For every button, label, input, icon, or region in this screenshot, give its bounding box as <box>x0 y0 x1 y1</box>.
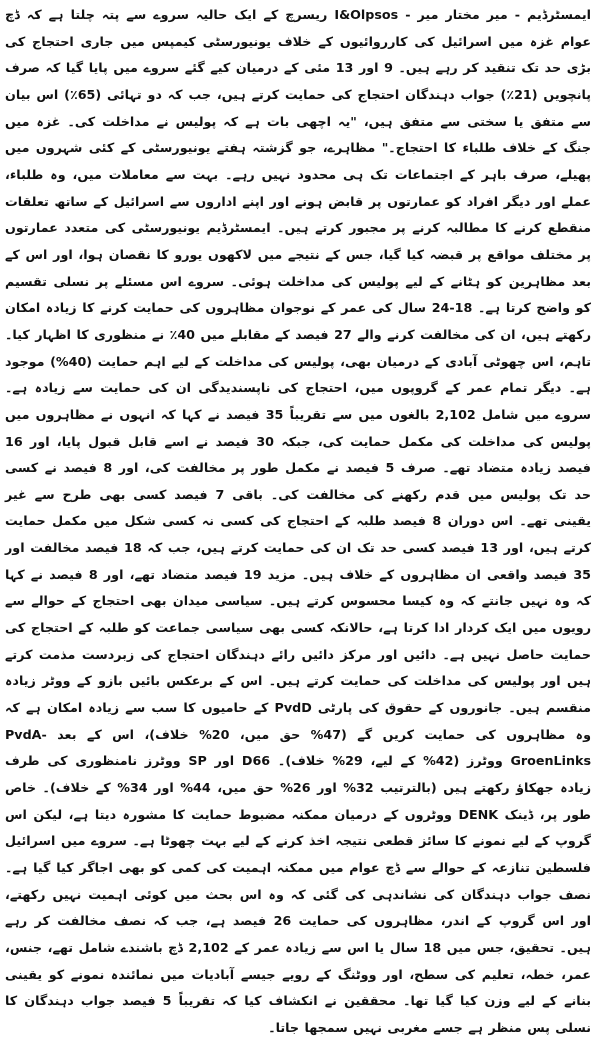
article-body: ایمسٹرڈیم - میر مختار میر - I&Olpsos ریسرچ کے ایک حالیہ سروے سے پتہ چلتا ہے کہ ڈچ عوام غزہ میں اسرائیل کی کارروائیوں کے خلاف یونیورسٹی کیمپس میں جاری احتجاج کی بڑی حد تک تنقید کر رہے ہیں۔ 9 اور 13 مئی کے درمیان کیے گئے سروے میں پایا گیا کہ صرف پانچویں (21٪) جواب دہندگان احتجاج کی حمایت کرتے ہیں، جب کہ دو تہائی (65٪) اس بیان سے متفق یا سختی سے متفق ہیں، "یہ اچھی بات ہے کہ پولیس نے مداخلت کی۔ غزہ میں جنگ کے خلاف طلباء کا احتجاج۔" مظاہرے، جو گزشتہ ہفتے یونیورسٹی کے کئی شہروں میں پھیلے، صرف باہر کے اجتماعات تک ہی محدود نہیں رہے۔ بہت سے معاملات میں، وہ طلباء، عملے اور دیگر افراد کو عمارتوں پر قابض ہونے اور اپنے اداروں سے اسرائیل کے ساتھ تعلقات منقطع کرنے کا مطالبہ کرنے پر مجبور کرتے ہیں۔ ایمسٹرڈیم یونیورسٹی کی متعدد عمارتوں پر مختلف مواقع پر قبضہ کیا گیا، جس کے نتیجے میں لاکھوں یورو کا نقصان ہوا، اور اس کے بعد مظاہرین کو ہٹانے کے لیے پولیس کی مداخلت ہوئی۔ سروے اس مسئلے پر نسلی تقسیم کو واضح کرتا ہے۔ 18-24 سال کی عمر کے نوجوان مظاہروں کی حمایت کرنے کا زیادہ امکان رکھتے ہیں، ان کی مخالفت کرنے والے 27 فیصد کے مقابلے میں 40٪ نے منظوری کا اظہار کیا۔ تاہم، اس چھوٹی آبادی کے درمیان بھی، پولیس کی مداخلت کے لیے اہم حمایت (40%) موجود ہے۔ دیگر تمام عمر کے گروپوں میں، احتجاج کی ناپسندیدگی ان کی حمایت سے زیادہ ہے۔ سروے میں شامل 2,102 بالغوں میں سے تقریباً 35 فیصد نے کہا کہ انہوں نے مظاہروں میں پولیس کی مداخلت کی مکمل حمایت کی، جبکہ 30 فیصد نے اسے قابل قبول پایا، اور 16 فیصد زیادہ متضاد تھے۔ صرف 5 فیصد نے مکمل طور پر مخالفت کی، اور 8 فیصد نے کسی حد تک پولیس میں قدم رکھنے کی مخالفت کی۔ باقی 7 فیصد کسی بھی طرح سے غیر یقینی تھے۔ اس دوران 8 فیصد طلبہ کے احتجاج کی کسی نہ کسی شکل میں مکمل حمایت کرتے ہیں، اور 13 فیصد کسی حد تک ان کی حمایت کرتے ہیں، جب کہ 18 فیصد مخالفت اور 35 فیصد واقعی ان مظاہروں کے خلاف ہیں۔ مزید 19 فیصد متضاد تھے، اور 8 فیصد نے کہا کہ وہ نہیں جانتے کہ وہ کیسا محسوس کرتے ہیں۔ سیاسی میدان بھی احتجاج کے حوالے سے رویوں میں ایک کردار ادا کرتا ہے، حالانکہ کسی بھی سیاسی جماعت کو طلبہ کے احتجاج کی حمایت حاصل نہیں ہے۔ دائیں اور مرکز دائیں رائے دہندگان احتجاج کی زبردست مذمت کرتے ہیں اور پولیس کی مداخلت کی حمایت کرتے ہیں۔ اس کے برعکس بائیں بازو کے ووٹر زیادہ منقسم ہیں۔ جانوروں کے حقوق کی پارٹی PvdD کے حامیوں کا سب سے زیادہ امکان ہے کہ وہ مظاہروں کی حمایت کریں گے (47% حق میں، 20% خلاف)، اس کے بعد PvdA-GroenLinks ووٹرز (42% کے لیے، 29% خلاف)۔ D66 اور SP ووٹرز نامنظوری کی طرف زیادہ جھکاؤ رکھتے ہیں (بالترتیب 32% اور 26% حق میں، 44% اور 34% کے خلاف)۔ خاص طور پر، ڈینک DENK ووٹروں کے درمیان ممکنہ مضبوط حمایت کا مشورہ دیتا ہے، لیکن اس گروپ کے لیے نمونے کا سائز قطعی نتیجہ اخذ کرنے کے لیے بہت چھوٹا ہے۔ سروے میں اسرائیل فلسطین تنازعہ کے حوالے سے ڈچ عوام میں ممکنہ اہمیت کی کمی کو بھی اجاگر کیا گیا ہے۔ نصف جواب دہندگان کی نشاندہی کی گئی کہ وہ اس بحث میں کوئی اہمیت نہیں رکھتے، اور اس گروپ کے اندر، مظاہروں کی حمایت 26 فیصد ہے، جب کہ نصف مخالفت کر رہے ہیں۔ تحقیق، جس میں 18 سال یا اس سے زیادہ عمر کے 2,102 ڈچ باشندے شامل تھے، جنس، عمر، خطہ، تعلیم کی سطح، اور ووٹنگ کے رویے جیسے آبادیات میں نمائندہ نمونے کو یقینی بنانے کے لیے وزن کیا گیا تھا۔ محققین نے انکشاف کیا کہ تقریباً 5 فیصد جواب دہندگان کا نسلی پس منظر ہے جسے مغربی نہیں سمجھا جاتا۔ <box>5 7 592 1035</box>
